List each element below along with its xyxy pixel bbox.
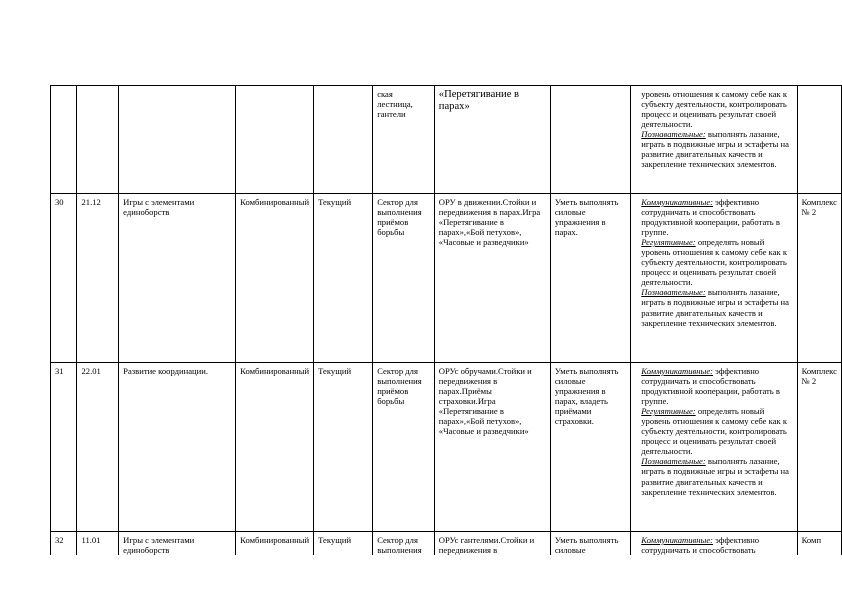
cell-content: ОРУс гантелями.Стойки и передвижения в [434,532,550,556]
cell-num [51,86,77,194]
cell-subject: Уметь выполнять силовые упражнения в парах. [550,194,630,363]
cell-ucd: Коммуникативные: эффективно сотрудничать и способствовать [631,532,797,556]
cell-control [314,86,373,194]
table-row-continuation [51,86,842,194]
cell-place: ская лестница, гантели [373,86,435,194]
cell-num: 31 [51,363,77,532]
cell-control: Текущий [314,532,373,556]
cell-extra: Комплекс № 2 [797,194,841,363]
cell-content: «Перетягивание в парах» [434,86,550,194]
cell-extra: Комп [797,532,841,556]
cell-content: ОРУ в движении.Стойки и передвижения в парах.Игра «Перетягивание в парах»,«Бой петухов», «Часовые и разведчики» [434,194,550,363]
cell-ucd: Коммуникативные: эффективно сотрудничать и способствовать продуктивной кооперации, работать в группе. Регулятивные: определять новый уровень отношения к самому себе как к субъекту деятельности, контролировать процесс и оценивать результат своей деятельности. Познавательные: выполнять лазание, играть в подвижные игры и эстафеты на развитие двигательных качеств и закрепление технических элементов. [631,363,797,532]
cell-subject: Уметь выполнять силовые упражнения в парах, владеть приёмами страховки. [550,363,630,532]
cell-num: 32 [51,532,77,556]
cell-subject: Уметь выполнять силовые [550,532,630,556]
cell-control: Текущий [314,194,373,363]
cell-ucd: Коммуникативные: эффективно сотрудничать и способствовать продуктивной кооперации, работать в группе. Регулятивные: определять новый уровень отношения к самому себе как к субъекту деятельности, контролировать процесс и оценивать результат своей деятельности. Познавательные: выполнять лазание, играть в подвижные игры и эстафеты на развитие двигательных качеств и закрепление технических элементов. [631,194,797,363]
cell-topic: Игры с элементами единоборств [119,194,236,363]
cell-place: Сектор для выполнения [373,532,435,556]
cell-ucd: уровень отношения к самому себе как к субъекту деятельности, контролировать процесс и оценивать результат своей деятельности. Познавательные: выполнять лазание, играть в подвижные игры и эстафеты на развитие двигательных качеств и закрепление технических элементов. [631,86,797,194]
cell-extra: Комплекс № 2 [797,363,841,532]
cell-topic: Игры с элементами единоборств [119,532,236,556]
cell-type: Комбинированный [236,363,314,532]
cell-type [236,86,314,194]
cell-type: Комбинированный [236,532,314,556]
cell-date: 21.12 [77,194,119,363]
cell-place: Сектор для выполнения приёмов борьбы [373,194,435,363]
table-row [51,194,842,363]
cell-date: 22.01 [77,363,119,532]
cell-extra [797,86,841,194]
lesson-plan-table [50,85,842,555]
table-row [51,532,842,556]
cell-subject [550,86,630,194]
cell-date: 11.01 [77,532,119,556]
cell-topic [119,86,236,194]
cell-topic: Развитие координации. [119,363,236,532]
page-clip [50,85,842,555]
table-row [51,363,842,532]
cell-type: Комбинированный [236,194,314,363]
cell-num: 30 [51,194,77,363]
cell-content: ОРУс обручами.Стойки и передвижения в парах.Приёмы страховки.Игра «Перетягивание в парах»,«Бой петухов», «Часовые и разведчики» [434,363,550,532]
cell-date [77,86,119,194]
cell-place: Сектор для выполнения приёмов борьбы [373,363,435,532]
cell-control: Текущий [314,363,373,532]
